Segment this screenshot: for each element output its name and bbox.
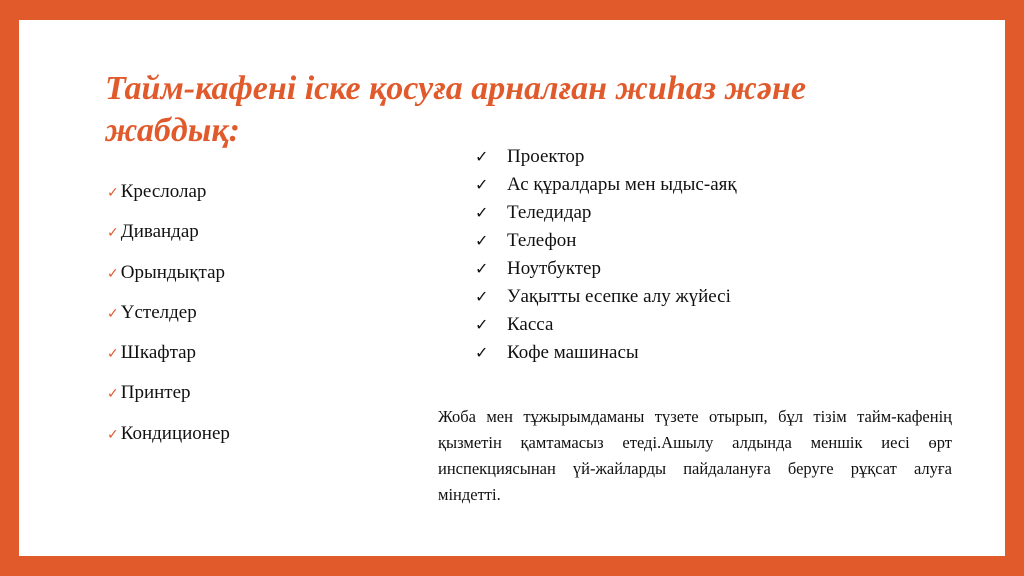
list-item [107,217,230,257]
list-item-label: Уақытты есепке алу жүйесі [507,286,731,307]
check-icon: ✓ [475,147,489,166]
list-item [107,338,230,378]
list-item-label: Кондиционер [120,422,230,444]
list-item-label: Орындықтар [120,261,226,283]
list-item [107,298,230,338]
list-item-label: Телефон [507,230,577,251]
slide-canvas [19,20,1005,556]
check-icon: ✓ [107,225,119,242]
check-icon: ✓ [475,231,489,250]
check-icon: ✓ [475,203,489,222]
list-item-label: Кофе машинасы [507,342,639,363]
list-item-label: Принтер [120,382,191,404]
list-item [475,171,737,199]
check-icon: ✓ [107,426,119,443]
list-item [107,258,230,298]
check-icon: ✓ [475,343,489,362]
left-checklist [107,177,230,459]
list-item-label: Теледидар [507,202,592,223]
check-icon: ✓ [475,287,489,306]
list-item-label: Шкафтар [120,342,197,364]
note-paragraph: Жоба мен тұжырымдаманы түзете отырып, бұл тізім тайм-кафенің қызметін қамтамасыз етеді.Ашылу алдында меншік иесі өрт инспекциясынан үй-жайларды пайдалануға беруге рұқсат алуға міндетті. [438,407,952,504]
check-icon: ✓ [475,175,489,194]
list-item [475,143,737,171]
slide-title: Тайм-кафені іске қосуға арналған жиһаз және жабдық: [105,70,806,149]
check-icon: ✓ [475,259,489,278]
list-item [107,378,230,418]
check-icon: ✓ [475,315,489,334]
list-item-label: Проектор [507,146,585,167]
list-item-label: Ноутбуктер [507,258,601,279]
list-item-label: Касса [507,314,554,335]
check-icon: ✓ [107,305,119,322]
list-item [107,419,230,459]
list-item [475,199,737,227]
list-item-label: Дивандар [120,221,199,243]
list-item-label: Ас құралдары мен ыдыс-аяқ [507,174,737,195]
list-item-label: Үстелдер [120,301,197,323]
check-icon: ✓ [107,386,119,403]
list-item-label: Креслолар [120,181,207,202]
list-item [107,177,230,217]
list-item [475,283,737,311]
list-item [475,227,737,255]
list-item [475,339,737,367]
list-item [475,255,737,283]
check-icon: ✓ [107,265,119,282]
list-item [475,311,737,339]
check-icon: ✓ [107,185,119,201]
right-checklist [475,143,737,367]
check-icon: ✓ [107,346,119,363]
